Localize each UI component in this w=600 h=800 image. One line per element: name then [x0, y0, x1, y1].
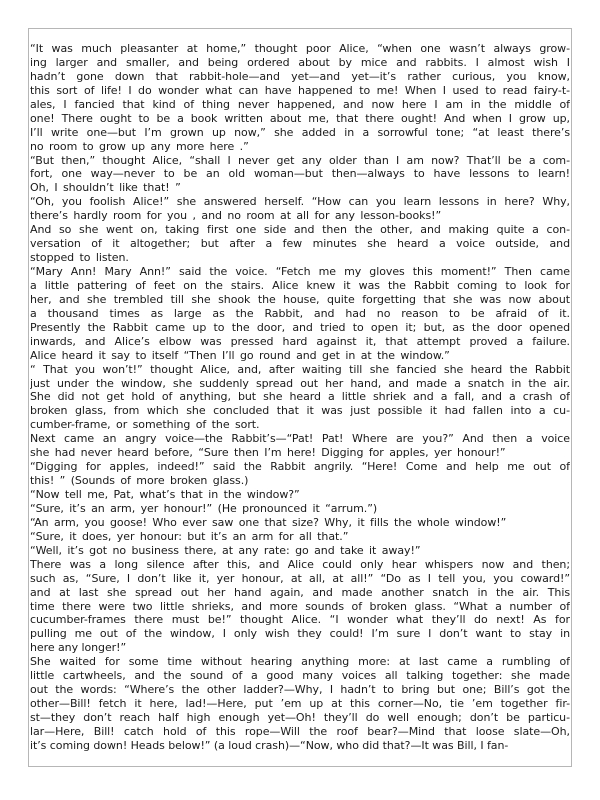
text-line: “ That you won’t!” thought Alice, and, after waiting till she fancied she heard the Rabbit	[30, 362, 570, 376]
text-line: just under the window, she suddenly spread out her hand, and made a snatch in the air.	[30, 376, 570, 390]
text-line: and at last she spread out her hand again, and made another snatch in the air. This	[30, 585, 570, 599]
text-line: there’s hardly room for you , and no room at all for any lesson-books!”	[30, 209, 442, 223]
text-line: ales, I fancied that kind of thing never happened, and now here I am in the middle of	[30, 97, 570, 111]
text-line: this sort of life! I do wonder what can have happened to me! When I used to read fairy-t-	[30, 83, 570, 97]
text-line: She waited for some time without hearing anything more: at last came a rumbling of	[30, 655, 570, 669]
text-line: lar—Here, Bill! catch hold of this rope—Will the roof bear?—Mind that loose slate—Oh,	[30, 724, 570, 738]
text-line: She did not get hold of anything, but she heard a little shriek and a fall, and a crash of	[30, 390, 570, 404]
text-line: “Mary Ann! Mary Ann!” said the voice. “Fetch me my gloves this moment!” Then came	[30, 265, 570, 278]
text-line: here any longer!”	[30, 641, 127, 655]
text-line: Oh, I shouldn’t like that! ”	[30, 181, 181, 195]
text-line: no room to grow up any more here .”	[30, 139, 249, 153]
text-line: she had never heard before, “Sure then I’m here! Digging for apples, yer honour!”	[30, 446, 506, 460]
text-line: time there were two little shrieks, and more sounds of broken glass. “What a number of	[30, 599, 570, 613]
text-line: “Oh, you foolish Alice!” she answered herself. “How can you learn lessons in here? Why,	[30, 195, 570, 209]
text-line: cucumber-frames there must be!” thought Alice. “I wonder what they’ll do next! As for	[30, 613, 570, 627]
text-line: it’s coming down! Heads below!” (a loud crash)—“Now, who did that?—It was Bill, I fan-	[30, 738, 509, 752]
text-line: “It was much pleasanter at home,” thought poor Alice, “when one wasn’t always grow-	[30, 42, 570, 55]
text-line: And so she went on, taking first one side and then the other, and making quite a con-	[30, 223, 570, 237]
text-line: stopped to listen.	[30, 251, 129, 265]
text-line: I’ll write one—but I’m grown up now,” she added in a sorrowful tone; “at least there’s	[30, 125, 570, 139]
text-line: ing larger and smaller, and being ordered about by mice and rabbits. I almost wish I	[30, 55, 570, 69]
text-page	[28, 28, 572, 767]
text-line: Next came an angry voice—the Rabbit’s—“Pat! Pat! Where are you?” And then a voice	[30, 432, 570, 446]
text-line: little cartwheels, and the sound of a good many voices all talking together: she made	[30, 669, 570, 683]
text-line: “Now tell me, Pat, what’s that in the window?”	[30, 488, 300, 501]
text-line: her, and she trembled till she shook the house, quite forgetting that she was now about	[30, 292, 570, 306]
text-line: a thousand times as large as the Rabbit, and had no reason to be afraid of it.	[30, 306, 570, 320]
text-line: cumber-frame, or something of the sort.	[30, 418, 260, 432]
text-line: “Sure, it’s an arm, yer honour!” (He pronounced it “arrum.”)	[30, 501, 378, 515]
text-line: out the words: “Where’s the other ladder?—Why, I hadn’t to bring but one; Bill’s got the	[30, 683, 570, 697]
text-line: broken glass, from which she concluded that it was just possible it had fallen into a cu-	[30, 404, 570, 418]
text-line: other—Bill! fetch it here, lad!—Here, put ’em up at this corner—No, tie ’em together fir-	[30, 697, 570, 711]
text-line: st—they don’t reach half high enough yet—Oh! they’ll do well enough; don’t be particu-	[30, 711, 570, 724]
text-line: “Well, it’s got no business there, at any rate: go and take it away!”	[30, 543, 421, 557]
text-line: “An arm, you goose! Who ever saw one that size? Why, it fills the whole window!”	[30, 515, 507, 529]
text-line: “Sure, it does, yer honour: but it’s an arm for all that.”	[30, 529, 349, 543]
text-line: inwards, and Alice’s elbow was pressed hard against it, that attempt proved a failure.	[30, 334, 570, 348]
text-line: fort, one way—never to be an old woman—but then—always to have lessons to learn!	[30, 167, 570, 181]
text-line: There was a long silence after this, and Alice could only hear whispers now and then;	[30, 557, 570, 571]
text-line: such as, “Sure, I don’t like it, yer honour, at all, at all!” “Do as I tell you, you coward!”	[30, 571, 570, 585]
text-line: Presently the Rabbit came up to the door, and tried to open it; but, as the door opened	[30, 320, 570, 334]
text-line: Alice heard it say to itself “Then I’ll go round and get in at the window.”	[30, 348, 450, 362]
text-line: “But then,” thought Alice, “shall I never get any older than I am now? That’ll be a com-	[30, 153, 570, 167]
text-line: one! There ought to be a book written about me, that there ought! And when I grow up,	[30, 111, 570, 125]
text-line: a little pattering of feet on the stairs. Alice knew it was the Rabbit coming to look for	[30, 278, 570, 292]
text-line: hadn’t gone down that rabbit-hole—and yet—and yet—it’s rather curious, you know,	[30, 69, 570, 83]
text-line: versation of it altogether; but after a few minutes she heard a voice outside, and	[30, 237, 570, 251]
text-line: pulling me out of the window, I only wish they could! I’m sure I don’t want to stay in	[30, 627, 570, 641]
text-block	[30, 42, 570, 753]
text-line: “Digging for apples, indeed!” said the Rabbit angrily. “Here! Come and help me out of	[30, 460, 570, 474]
text-line: this! ” (Sounds of more broken glass.)	[30, 474, 249, 488]
